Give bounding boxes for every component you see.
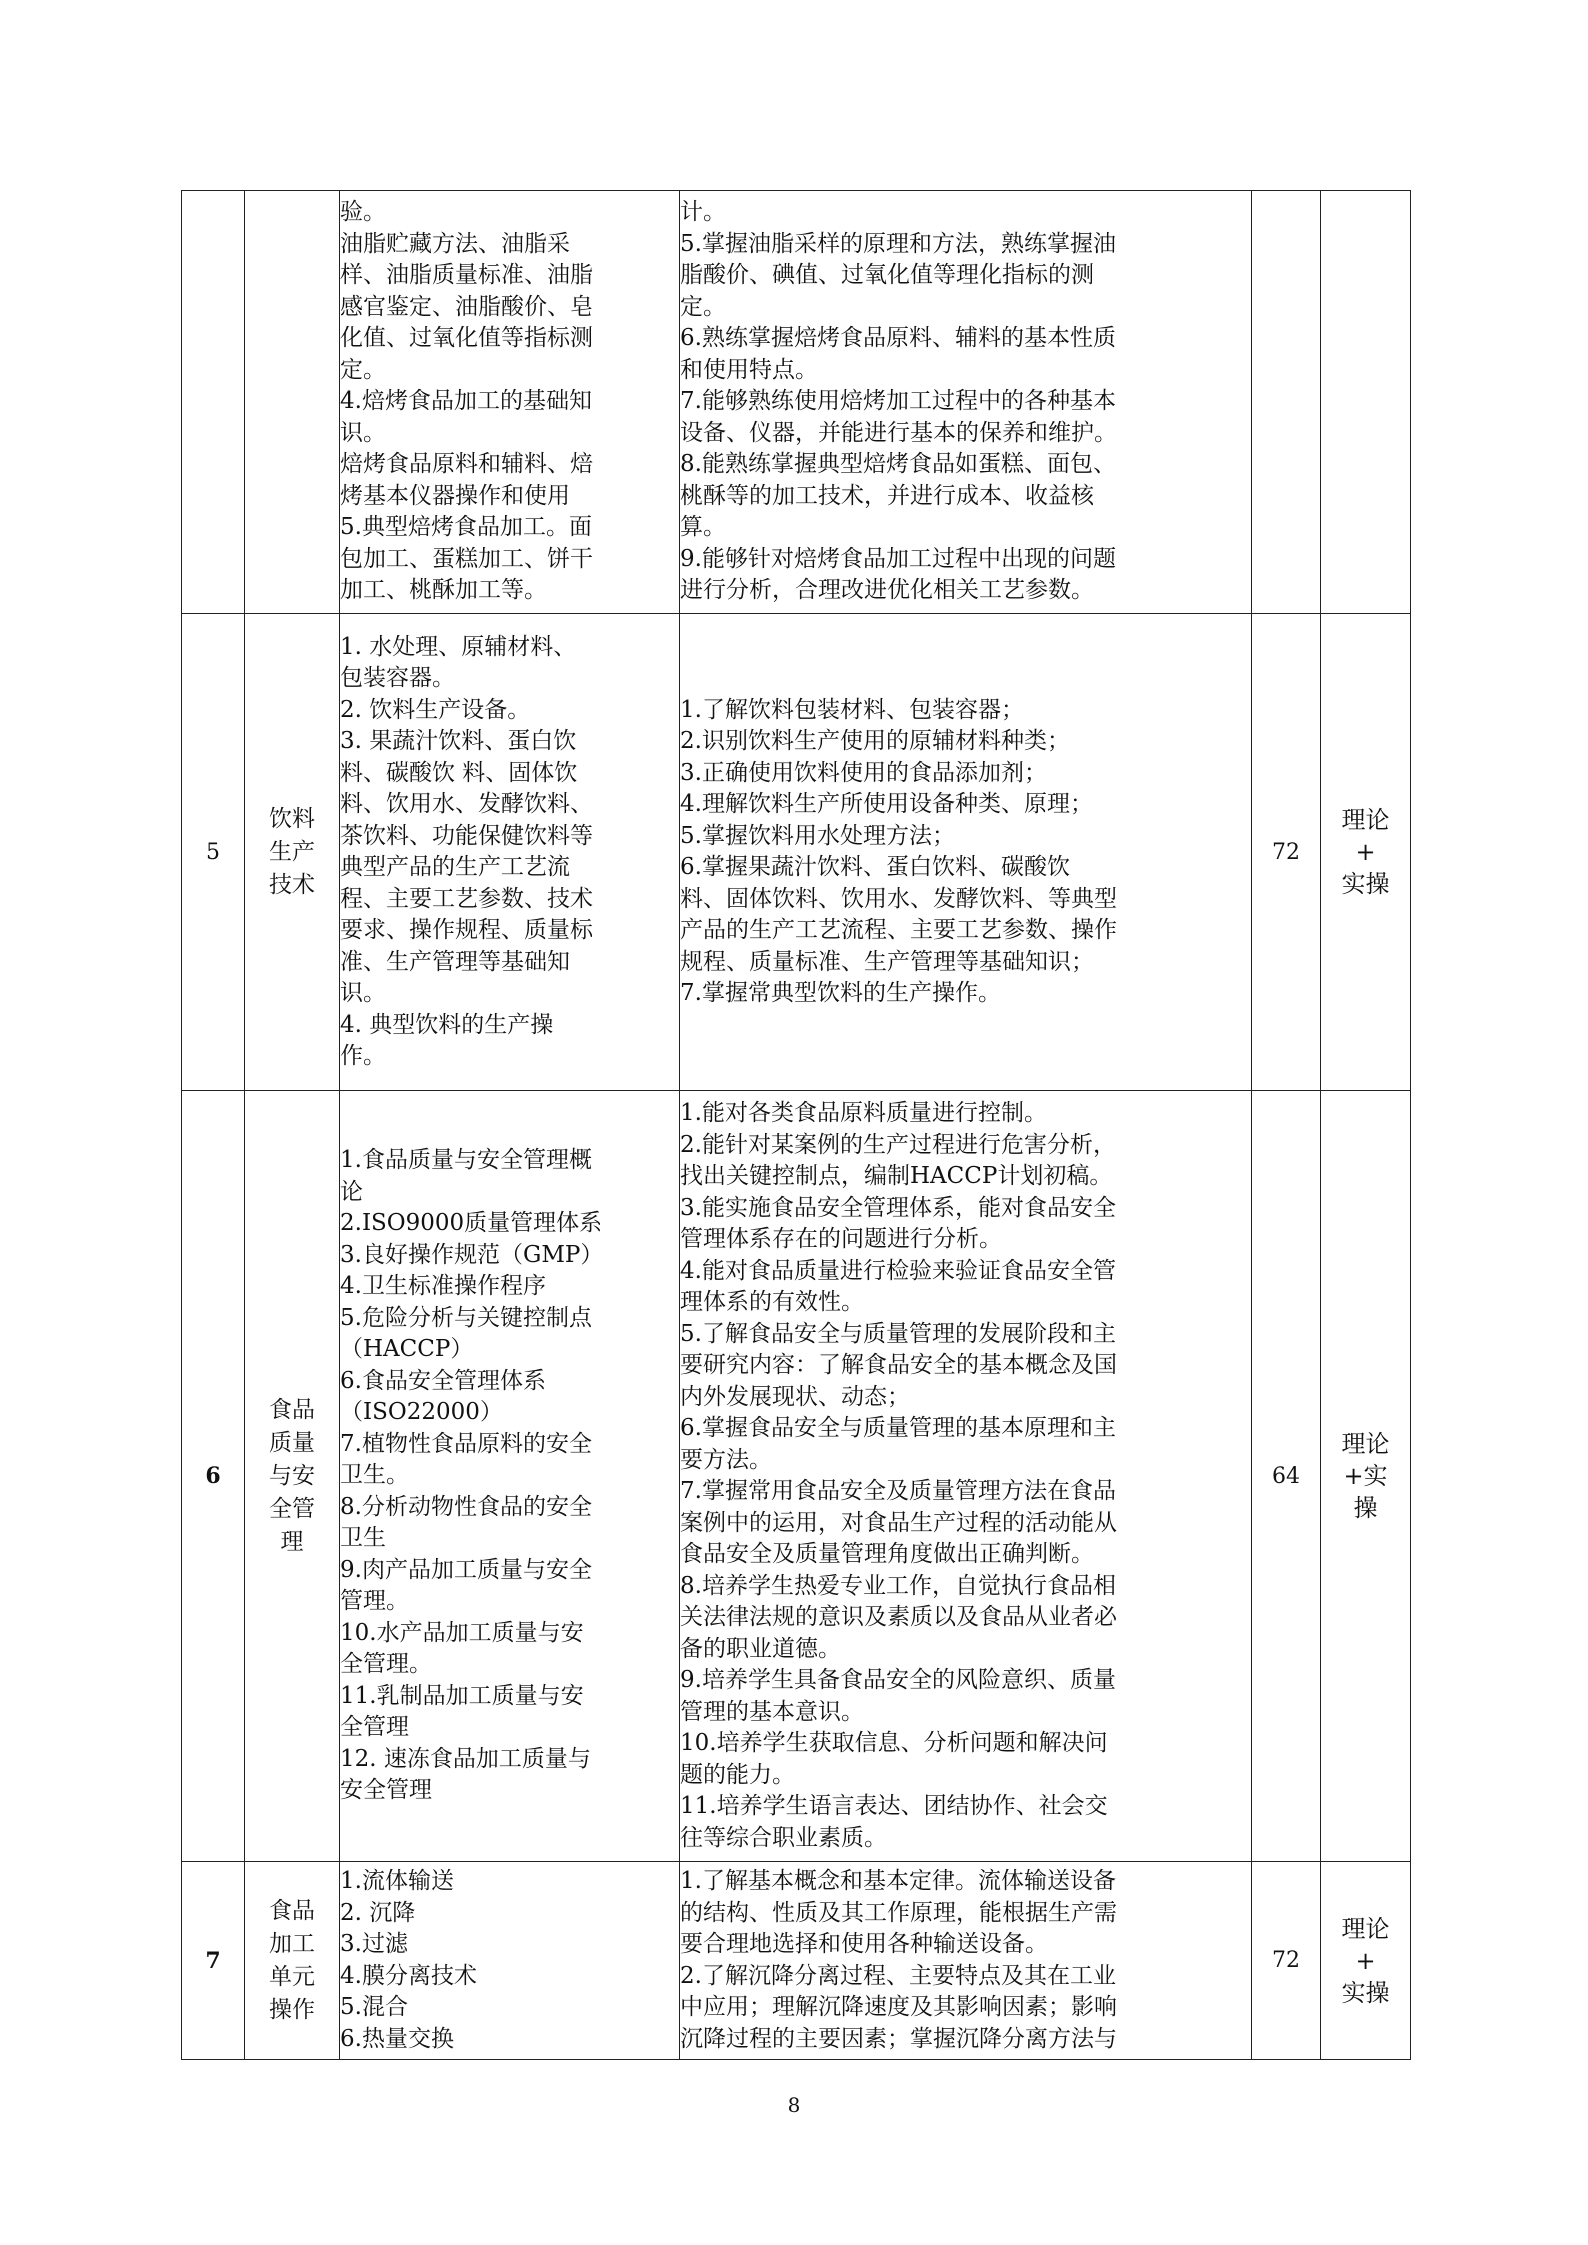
- hours-cell: 72: [1252, 1862, 1321, 2060]
- hours-cell: 64: [1252, 1091, 1321, 1862]
- type-cell: 理论 + 实操: [1321, 614, 1411, 1091]
- requirements-cell: 1.能对各类食品原料质量进行控制。 2.能针对某案例的生产过程进行危害分析， 找出关键控制点，编制HACCP计划初稿。 3.能实施食品安全管理体系，能对食品安全 管理体系存在的问题进行分析。 4.能对食品质量进行检验来验证食品安全管 理体系的有效性。 5.了解食品安全与质量管理的发展阶段和主 要研究内容：了解食品安全的基本概念及国 内外发展现状、动态； 6.掌握食品安全与质量管理的基本原理和主 要方法。 7.掌握常用食品安全及质量管理方法在食品 案例中的运用，对食品生产过程的活动能从 食品安全及质量管理角度做出正确判断。 8.培养学生热爱专业工作，自觉执行食品相 关法律法规的意识及素质以及食品从业者必 备的职业道德。 9.培养学生具备食品安全的风险意织、质量 管理的基本意识。 10.培养学生获取信息、分析问题和解决问 题的能力。 11.培养学生语言表达、团结协作、社会交 往等综合职业素质。: [680, 1091, 1252, 1862]
- course-name: 食品 质量 与安 全管 理: [245, 1091, 340, 1862]
- table-row: [182, 1091, 1411, 1862]
- requirements-cell: 1.了解饮料包装材料、包装容器； 2.识别饮料生产使用的原辅材料种类； 3.正确使用饮料使用的食品添加剂； 4.理解饮料生产所使用设备种类、原理； 5.掌握饮料用水处理方法； 6.掌握果蔬汁饮料、蛋白饮料、碳酸饮 料、固体饮料、饮用水、发酵饮料、等典型 产品的生产工艺流程、主要工艺参数、操作 规程、质量标准、生产管理等基础知识； 7.掌握常典型饮料的生产操作。: [680, 614, 1252, 1091]
- requirements-cell: 1.了解基本概念和基本定律。流体输送设备 的结构、性质及其工作原理，能根据生产需 要合理地选择和使用各种输送设备。 2.了解沉降分离过程、主要特点及其在工业 中应用；理解沉降速度及其影响因素；影响 沉降过程的主要因素；掌握沉降分离方法与: [680, 1862, 1252, 2060]
- hours-cell: [1252, 191, 1321, 614]
- row-number: 6: [182, 1091, 245, 1862]
- row-number: 7: [182, 1862, 245, 2060]
- hours-cell: 72: [1252, 614, 1321, 1091]
- course-name: [245, 191, 340, 614]
- requirements-cell: 计。 5.掌握油脂采样的原理和方法，熟练掌握油 脂酸价、碘值、过氧化值等理化指标的测 定。 6.熟练掌握焙烤食品原料、辅料的基本性质 和使用特点。 7.能够熟练使用焙烤加工过程中的各种基本 设备、仪器，并能进行基本的保养和维护。 8.能熟练掌握典型焙烤食品如蛋糕、面包、 桃酥等的加工技术，并进行成本、收益核 算。 9.能够针对焙烤食品加工过程中出现的问题 进行分析，合理改进优化相关工艺参数。: [680, 191, 1252, 614]
- curriculum-table: [181, 190, 1411, 2060]
- type-cell: [1321, 191, 1411, 614]
- table-row: [182, 614, 1411, 1091]
- type-cell: 理论 + 实操: [1321, 1862, 1411, 2060]
- table-row: [182, 1862, 1411, 2060]
- row-number: [182, 191, 245, 614]
- type-cell: 理论 +实 操: [1321, 1091, 1411, 1862]
- row-number: 5: [182, 614, 245, 1091]
- course-name: 食品 加工 单元 操作: [245, 1862, 340, 2060]
- course-name: 饮料 生产 技术: [245, 614, 340, 1091]
- content-cell: 1.流体输送 2. 沉降 3.过滤 4.膜分离技术 5.混合 6.热量交换: [340, 1862, 680, 2060]
- content-cell: 1.食品质量与安全管理概 论 2.ISO9000质量管理体系 3.良好操作规范（GMP） 4.卫生标准操作程序 5.危险分析与关键控制点 （HACCP） 6.食品安全管理体系 （ISO22000） 7.植物性食品原料的安全 卫生。 8.分析动物性食品的安全 卫生 9.肉产品加工质量与安全 管理。 10.水产品加工质量与安 全管理。 11.乳制品加工质量与安 全管理 12. 速冻食品加工质量与 安全管理: [340, 1091, 680, 1862]
- content-cell: 1. 水处理、原辅材料、 包装容器。 2. 饮料生产设备。 3. 果蔬汁饮料、蛋白饮 料、碳酸饮 料、固体饮 料、饮用水、发酵饮料、 茶饮料、功能保健饮料等 典型产品的生产工艺流 程、主要工艺参数、技术 要求、操作规程、质量标 准、生产管理等基础知 识。 4. 典型饮料的生产操 作。: [340, 614, 680, 1091]
- table-row: [182, 191, 1411, 614]
- content-cell: 验。 油脂贮藏方法、油脂采 样、油脂质量标准、油脂 感官鉴定、油脂酸价、皂 化值、过氧化值等指标测 定。 4.焙烤食品加工的基础知 识。 焙烤食品原料和辅料、焙 烤基本仪器操作和使用 5.典型焙烤食品加工。面 包加工、蛋糕加工、饼干 加工、桃酥加工等。: [340, 191, 680, 614]
- page-number: 8: [787, 2093, 801, 2117]
